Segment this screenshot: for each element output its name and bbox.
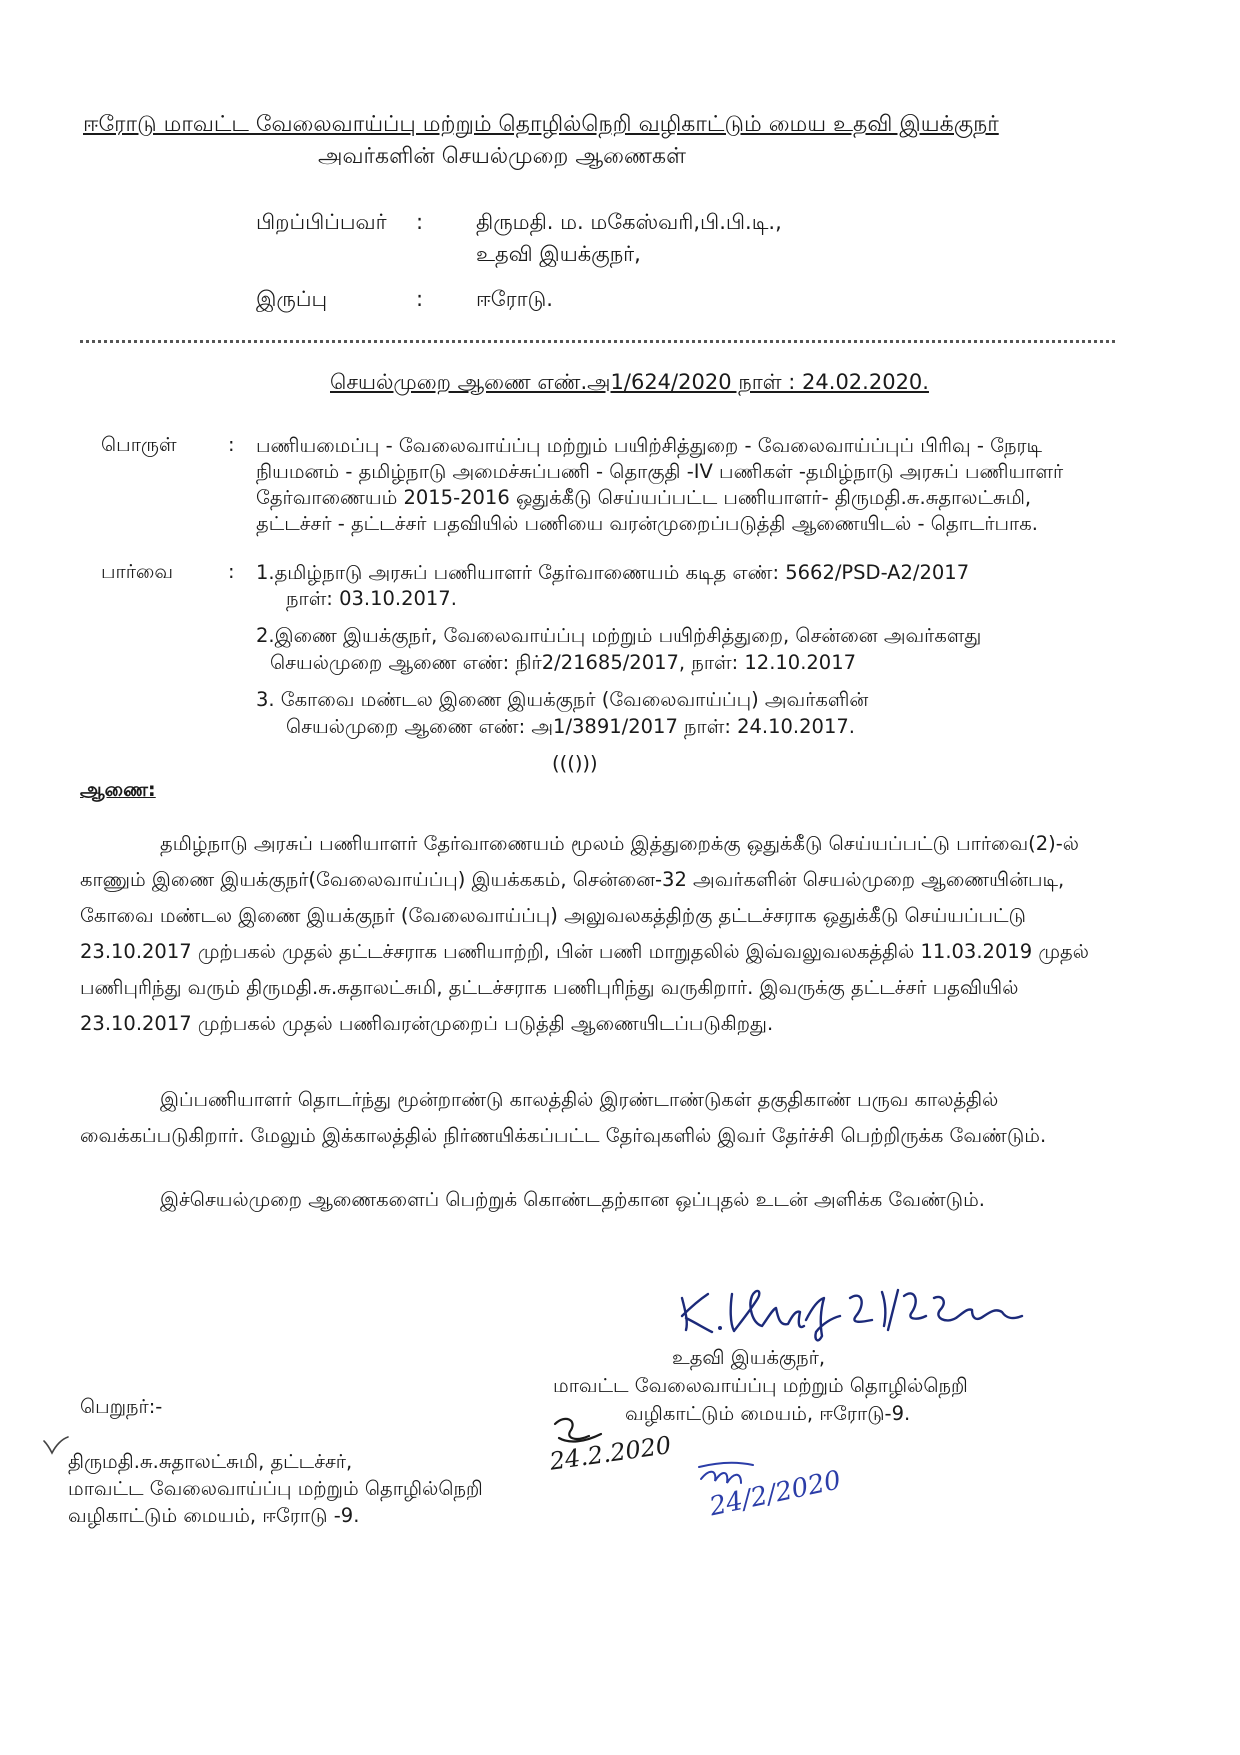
issuer-name: திருமதி. ம. மகேஸ்வரி,பி.பி.டி., (476, 210, 782, 234)
reference-item-1-line-2: நாள்: 03.10.2017. (286, 587, 457, 610)
handwritten-date-black: 24.2.2020 (548, 1430, 673, 1476)
reference-item-3-line-1: 3. கோவை மண்டல இணை இயக்குநர் (வேலைவாய்ப்பு) அவர்களின் (256, 688, 869, 711)
reference-label: பார்வை (101, 560, 174, 583)
para1-line-5: பணிபுரிந்து வரும் திருமதி.சு.சுதாலட்சுமி, தட்டச்சராக பணிபுரிந்து வருகிறார். இவருக்கு தட்டச்சர் பதவியில் (80, 976, 1019, 999)
para1-line-3: கோவை மண்டல இணை இயக்குநர் (வேலைவாய்ப்பு) அலுவலகத்திற்கு தட்டச்சராக ஒதுக்கீடு செய்யப்பட்டு (80, 904, 1026, 927)
signatory-office-line-1: மாவட்ட வேலைவாய்ப்பு மற்றும் தொழில்நெறி (553, 1374, 968, 1397)
reference-item-2 (256, 622, 981, 676)
order-paragraph-1 (80, 826, 1115, 1042)
reference-item-1-line-1: 1.தமிழ்நாடு அரசுப் பணியாளர் தேர்வாணையம் கடித எண்: 5662/PSD-A2/2017 (256, 561, 970, 584)
dotted-separator (80, 340, 1115, 343)
signatory-office-line-2: வழிகாட்டும் மையம், ஈரோடு-9. (625, 1402, 911, 1425)
section-separator: ((())) (552, 752, 598, 775)
order-paragraph-2 (80, 1082, 1115, 1154)
reference-item-1 (256, 560, 969, 612)
handwritten-date-blue: 24/2/2020 (707, 1465, 844, 1523)
subject-colon: : (228, 433, 235, 456)
subject-line-2: நியமனம் - தமிழ்நாடு அமைச்சுப்பணி - தொகுதி -IV பணிகள் -தமிழ்நாடு அரசுப் பணியாளர் (256, 460, 1064, 483)
reference-item-2-line-1: 2.இணை இயக்குநர், வேலைவாய்ப்பு மற்றும் பயிற்சித்துறை, சென்னை அவர்களது (256, 624, 982, 647)
signatory-designation: உதவி இயக்குநர், (672, 1346, 826, 1369)
para1-line-1: தமிழ்நாடு அரசுப் பணியாளர் தேர்வாணையம் மூலம் இத்துறைக்கு ஒதுக்கீடு செய்யப்பட்டு பார்வை(2)-ல் (160, 832, 1079, 855)
header-line-2: அவர்களின் செயல்முறை ஆணைகள் (318, 144, 686, 169)
order-title: செயல்முறை ஆணை எண்.அ1/624/2020 நாள் : 24.02.2020. (330, 370, 929, 394)
place-colon: : (416, 287, 424, 311)
reference-item-3-line-2: செயல்முறை ஆணை எண்: அ1/3891/2017 நாள்: 24.10.2017. (286, 715, 855, 738)
recipient-line-3: வழிகாட்டும் மையம், ஈரோடு -9. (68, 1504, 360, 1527)
header-line-1: ஈரோடு மாவட்ட வேலைவாய்ப்பு மற்றும் தொழில்நெறி வழிகாட்டும் மைய உதவி இயக்குநர் (83, 112, 999, 137)
reference-item-3 (256, 686, 868, 740)
subject-text (256, 433, 1112, 537)
order-heading: ஆணை: (80, 778, 156, 801)
reference-item-2-line-2: செயல்முறை ஆணை எண்: நிர்2/21685/2017, நாள்: 12.10.2017 (270, 651, 857, 674)
subject-line-3: தேர்வாணையம் 2015-2016 ஒதுக்கீடு செய்யப்பட்ட பணியாளர்- திருமதி.சு.சுதாலட்சுமி, (256, 486, 1032, 509)
recipient-label: பெறுநர்:- (80, 1395, 163, 1418)
issuer-label: பிறப்பிப்பவர் (256, 210, 387, 234)
order-paragraph-3: இச்செயல்முறை ஆணைகளைப் பெற்றுக் கொண்டதற்கான ஒப்புதல் உடன் அளிக்க வேண்டும். (160, 1188, 985, 1211)
para1-line-6: 23.10.2017 முற்பகல் முதல் பணிவரன்முறைப் படுத்தி ஆணையிடப்படுகிறது. (80, 1012, 774, 1035)
recipient-address (68, 1448, 483, 1529)
para1-line-4: 23.10.2017 முற்பகல் முதல் தட்டச்சராக பணியாற்றி, பின் பணி மாறுதலில் இவ்வலுவலகத்தில் 11.03.2019 முதல் (80, 940, 1089, 963)
subject-line-1: பணியமைப்பு - வேலைவாய்ப்பு மற்றும் பயிற்சித்துறை - வேலைவாய்ப்புப் பிரிவு - நேரடி (256, 434, 1043, 457)
recipient-line-1: திருமதி.சு.சுதாலட்சுமி, தட்டச்சர், (68, 1450, 353, 1473)
para2-line-2: வைக்கப்படுகிறார். மேலும் இக்காலத்தில் நிர்ணயிக்கப்பட்ட தேர்வுகளில் இவர் தேர்ச்சி பெற்றிருக்க வேண்டும். (80, 1124, 1047, 1147)
tick-mark (40, 1435, 70, 1457)
issuer-colon: : (416, 210, 424, 234)
place-label: இருப்பு (256, 287, 328, 311)
reference-colon: : (228, 560, 235, 583)
subject-label: பொருள் (101, 433, 177, 456)
subject-line-4: தட்டச்சர் - தட்டச்சர் பதவியில் பணியை வரன்முறைப்படுத்தி ஆணையிடல் - தொடர்பாக. (256, 512, 1038, 535)
para1-line-2: காணும் இணை இயக்குநர்(வேலைவாய்ப்பு) இயக்ககம், சென்னை-32 அவர்களின் செயல்முறை ஆணையின்படி, (80, 868, 1065, 891)
place-value: ஈரோடு. (476, 287, 553, 311)
issuer-designation: உதவி இயக்குநர், (476, 242, 641, 266)
para2-line-1: இப்பணியாளர் தொடர்ந்து மூன்றாண்டு காலத்தில் இரண்டாண்டுகள் தகுதிகாண் பருவ காலத்தில் (160, 1088, 999, 1111)
recipient-line-2: மாவட்ட வேலைவாய்ப்பு மற்றும் தொழில்நெறி (68, 1477, 483, 1500)
signature-image (672, 1268, 1042, 1353)
